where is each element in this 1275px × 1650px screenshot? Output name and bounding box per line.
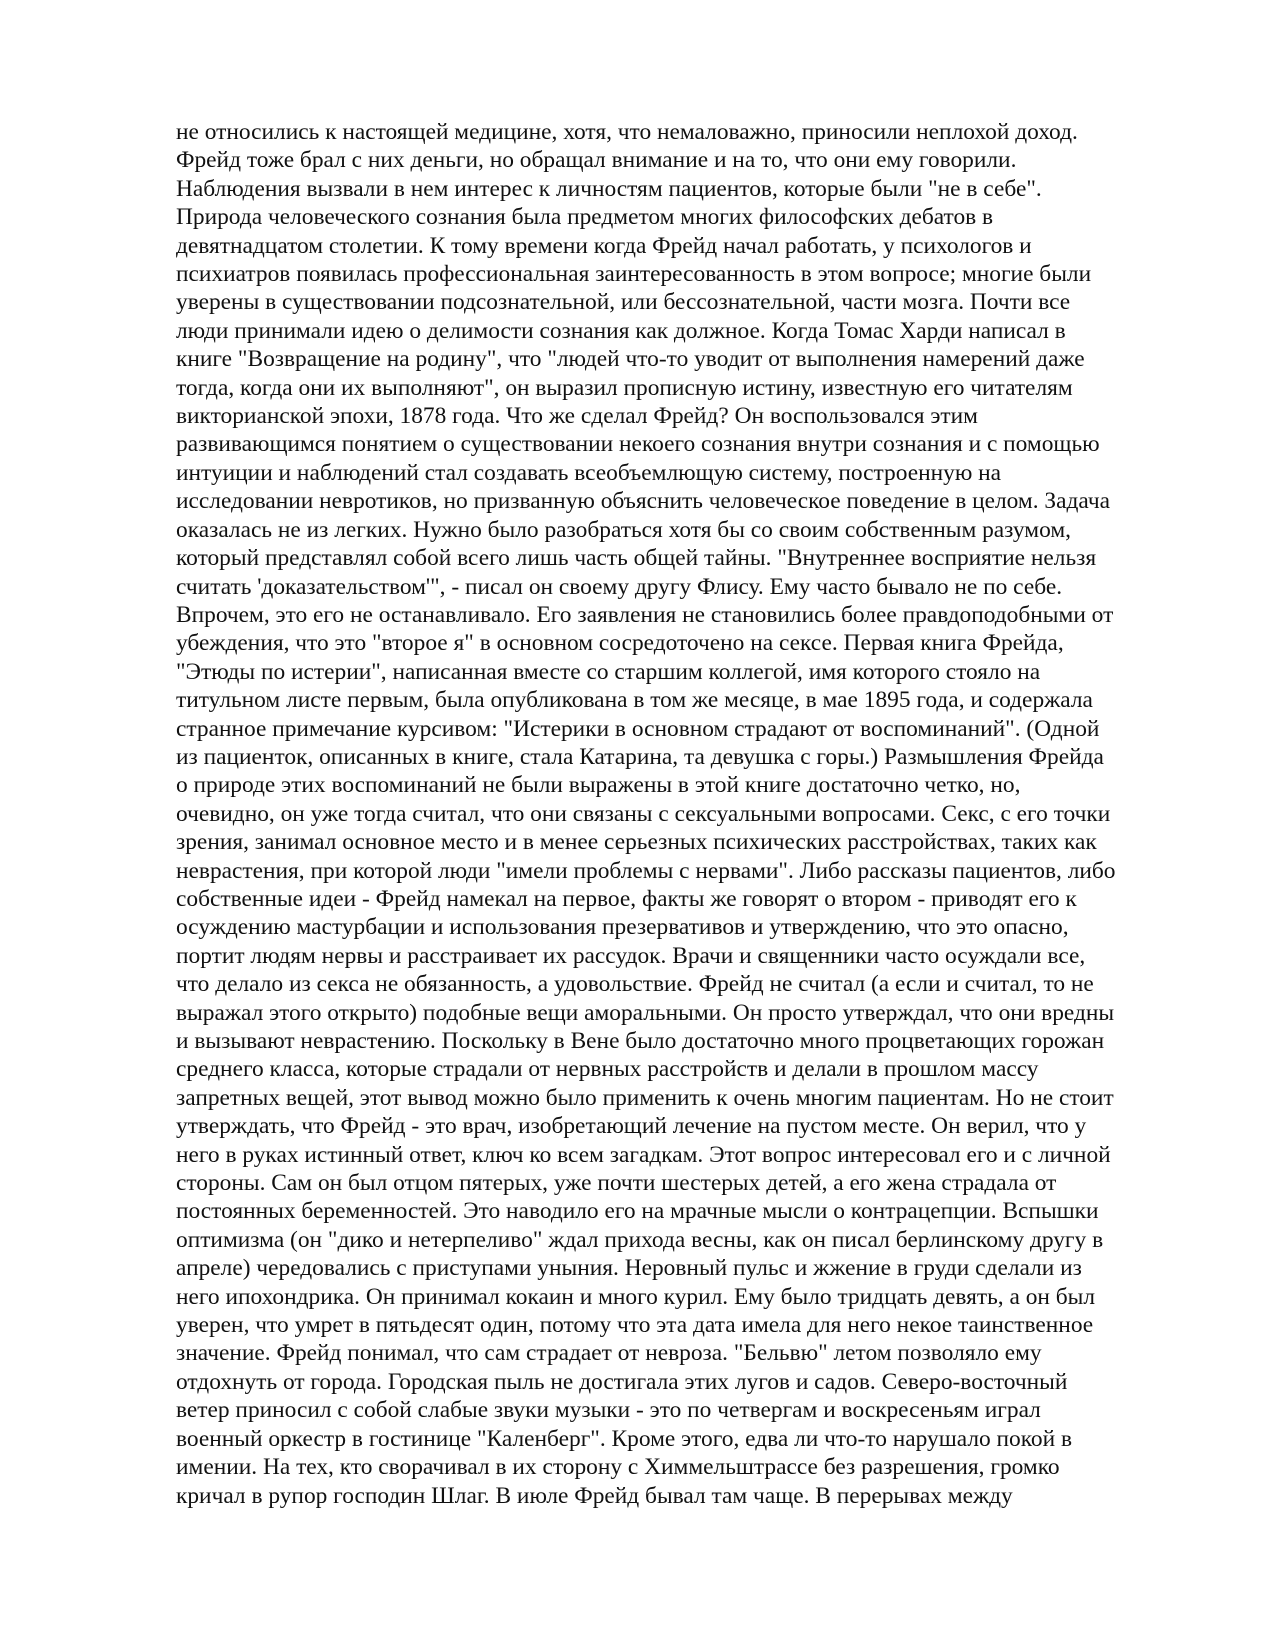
text-line: постоянных беременностей. Это наводило его на мрачные мысли о контрацепции. Вспышки — [176, 1198, 1099, 1225]
text-line: значение. Фрейд понимал, что сам страдает от невроза. "Бельвю" летом позволяло ему — [176, 1340, 1042, 1367]
text-line: Фрейд тоже брал с них деньги, но обращал внимание и на то, что они ему говорили. — [176, 147, 1017, 174]
text-line: викторианской эпохи, 1878 года. Что же сделал Фрейд? Он воспользовался этим — [176, 403, 978, 430]
text-line: что делало из секса не обязанность, а удовольствие. Фрейд не считал (а если и считал, то не — [176, 971, 1094, 998]
text-line: оптимизма (он "дико и нетерпеливо" ждал прихода весны, как он писал берлинскому другу в — [176, 1226, 1104, 1253]
text-line: апреле) чередовались с приступами уныния. Неровный пульс и жжение в груди сделали из — [176, 1255, 1082, 1282]
text-line: Впрочем, это его не останавливало. Его заявления не становились более правдоподобными от — [176, 601, 1114, 628]
text-line: имении. На тех, кто сворачивал в их сторону с Химмельштрассе без разрешения, громко — [176, 1454, 1060, 1481]
text-line: тогда, когда они их выполняют", он выразил прописную истину, известную его читателям — [176, 374, 1073, 401]
text-line: о природе этих воспоминаний не были выражены в этой книге достаточно четко, но, — [176, 772, 1021, 799]
text-line: люди принимали идею о делимости сознания как должное. Когда Томас Харди написал в — [176, 317, 1066, 344]
text-line: зрения, занимал основное место и в менее серьезных психических расстройствах, таких как — [176, 829, 1097, 856]
text-line: титульном листе первым, была опубликована в том же месяце, в мае 1895 года, и содержала — [176, 687, 1093, 714]
text-line: "Этюды по истерии", написанная вместе со старшим коллегой, имя которого стояло на — [176, 658, 1041, 685]
text-line: психиатров появилась профессиональная заинтересованность в этом вопросе; многие были — [176, 261, 1092, 288]
text-line: кричал в рупор господин Шлаг. В июле Фрейд бывал там чаще. В перерывах между — [176, 1482, 1013, 1509]
text-line: Природа человеческого сознания была предметом многих философских дебатов в — [176, 204, 994, 231]
text-line: считать 'доказательством'", - писал он своему другу Флису. Ему часто бывало не по себе. — [176, 573, 1063, 600]
body-text — [176, 118, 1176, 1510]
text-line: уверен, что умрет в пятьдесят один, потому что эта дата имела для него некое таинственное — [176, 1312, 1094, 1339]
text-line: военный оркестр в гостинице "Каленберг". Кроме этого, едва ли что-то нарушало покой в — [176, 1425, 1073, 1452]
text-line: выражал этого открыто) подобные вещи аморальными. Он просто утверждал, что они вредны — [176, 999, 1115, 1026]
text-line: и вызывают неврастению. Поскольку в Вене было достаточно много процветающих горожан — [176, 1028, 1105, 1054]
text-line: книге "Возвращение на родину", что "людей что-то уводит от выполнения намерений даже — [176, 346, 1085, 373]
text-line: оказалась не из легких. Нужно было разобраться хотя бы со своим собственным разумом, — [176, 516, 1072, 543]
text-line: среднего класса, которые страдали от нервных расстройств и делали в прошлом массу — [176, 1056, 1039, 1083]
text-line: неврастения, при которой люди "имели проблемы с нервами". Либо рассказы пациентов, либо — [176, 857, 1116, 884]
text-line: него ипохондрика. Он принимал кокаин и много курил. Ему было тридцать девять, а он был — [176, 1283, 1096, 1310]
text-line: утверждать, что Фрейд - это врач, изобретающий лечение на пустом месте. Он верил, что у — [176, 1113, 1087, 1140]
text-line: который представлял собой всего лишь часть общей тайны. "Внутреннее восприятие нельзя — [176, 545, 1097, 572]
text-line: уверены в существовании подсознательной, или бессознательной, части мозга. Почти все — [176, 289, 1071, 316]
text-line: не относились к настоящей медицине, хотя, что немаловажно, приносили неплохой доход. — [176, 119, 1078, 145]
text-line: осуждению мастурбации и использования презервативов и утверждению, что это опасно, — [176, 914, 1069, 941]
text-line: запретных вещей, этот вывод можно было применить к очень многим пациентам. Но не стоит — [176, 1084, 1114, 1111]
text-line: исследовании невротиков, но призванную объяснить человеческое поведение в целом. Задача — [176, 488, 1111, 515]
text-line: девятнадцатом столетии. К тому времени когда Фрейд начал работать, у психологов и — [176, 232, 1032, 259]
text-line: ветер приносил с собой слабые звуки музыки - это по четвергам и воскресеньям играл — [176, 1397, 1041, 1424]
text-line: Наблюдения вызвали в нем интерес к личностям пациентов, которые были "не в себе". — [176, 175, 1042, 202]
text-line: развивающимся понятием о существовании некоего сознания внутри сознания и с помощью — [176, 431, 1100, 458]
text-line: него в руках истинный ответ, ключ ко всем загадкам. Этот вопрос интересовал его и с личной — [176, 1141, 1111, 1168]
text-line: странное примечание курсивом: "Истерики в основном страдают от воспоминаний". (Одной — [176, 715, 1100, 742]
text-line: стороны. Сам он был отцом пятерых, уже почти шестерых детей, а его жена страдала от — [176, 1170, 1057, 1197]
text-line: интуиции и наблюдений стал создавать всеобъемлющую систему, построенную на — [176, 459, 1002, 486]
text-line: портит людям нервы и расстраивает их рассудок. Врачи и священники часто осуждали все, — [176, 942, 1086, 969]
text-line: собственные идеи - Фрейд намекал на первое, факты же говорят о втором - приводят его к — [176, 885, 1077, 912]
text-line: очевидно, он уже тогда считал, что они связаны с сексуальными вопросами. Секс, с его точки — [176, 800, 1111, 827]
text-line: убеждения, что это "второе я" в основном сосредоточено на сексе. Первая книга Фрейда, — [176, 630, 1064, 657]
text-line: отдохнуть от города. Городская пыль не достигала этих лугов и садов. Северо-восточный — [176, 1368, 1068, 1395]
text-line: из пациенток, описанных в книге, стала Катарина, та девушка с горы.) Размышления Фрейда — [176, 743, 1104, 770]
